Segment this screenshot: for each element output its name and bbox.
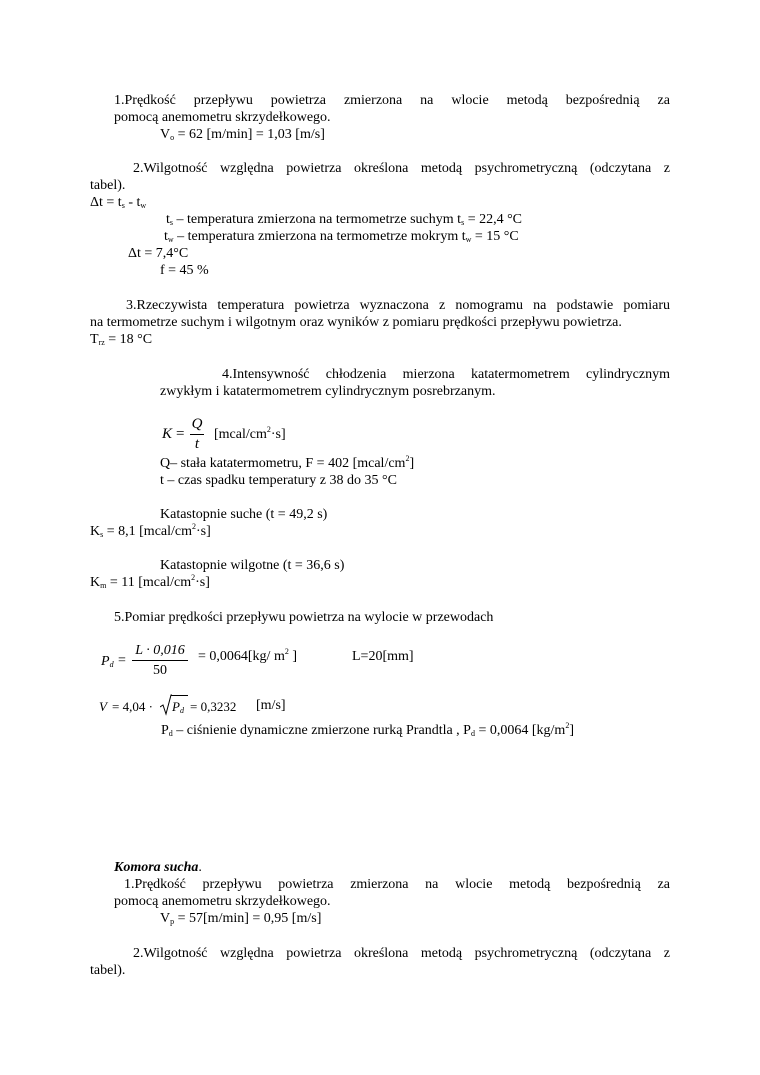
trz-value: $T_{rz} = 18$ °C bbox=[90, 332, 153, 347]
s2-item2-line2: tabel). bbox=[90, 963, 126, 978]
k-lhs: K bbox=[162, 426, 173, 442]
tw-definition: $t_w$ – temperatura zmierzona na termometrze mokrym $t_w = 15$ °C bbox=[164, 229, 519, 244]
k-fraction-bar bbox=[190, 434, 204, 435]
item4-line1: 4.Intensywność chłodzenia mierzona katatermometrem cylindrycznym bbox=[222, 367, 670, 382]
sqrt-icon bbox=[160, 694, 172, 716]
vp-value: $V_p = 57[m/\min] = 0,95$ [m/s] bbox=[160, 911, 322, 926]
t-definition: t – czas spadku temperatury z 38 do 35 °C bbox=[160, 473, 397, 488]
katastopnie-wilgotne: Katastopnie wilgotne (t = 36,6 s) bbox=[160, 558, 345, 573]
v-equals: = 4,04 · bbox=[112, 699, 153, 714]
item3-line2: na termometrze suchym i wilgotnym oraz wyników z pomiaru prędkości przepływu powietrza. bbox=[90, 315, 622, 330]
s2-item1-line1: 1.Prędkość przepływu powietrza zmierzona na wlocie metodą bezpośrednią za bbox=[124, 877, 670, 892]
item1-line2: pomocą anemometru skrzydełkowego. bbox=[114, 110, 331, 125]
sqrt-bar bbox=[171, 695, 188, 696]
pd-denominator: 50 bbox=[153, 663, 167, 678]
pd-lhs: $P_d$ bbox=[101, 654, 114, 669]
item4-line2: zwykłym i katatermometrem cylindrycznym posrebrzanym. bbox=[160, 384, 496, 399]
item2-line2: tabel). bbox=[90, 178, 126, 193]
ts-definition: $t_s$ – temperatura zmierzona na termometrze suchym $t_s = 22,4$ °C bbox=[166, 212, 523, 227]
pd-definition: $P_d$ – ciśnienie dynamiczne zmierzone rurką Prandtla , $P_d = 0,0064$ $[kg/m^2]$ bbox=[161, 721, 574, 738]
item2-line1: 2.Wilgotność względna powietrza określona metodą psychrometryczną (odczytana z bbox=[133, 161, 670, 176]
s2-item2-line1: 2.Wilgotność względna powietrza określona metodą psychrometryczną (odczytana z bbox=[133, 946, 670, 961]
k-unit: $[mcal/cm^2\cdot s]$ bbox=[214, 425, 286, 442]
pd-equals: = bbox=[118, 653, 126, 668]
delta-t-formula: $\Delta t = t_s - t_w$ bbox=[90, 195, 147, 210]
item5-line: 5.Pomiar prędkości przepływu powietrza na wylocie w przewodach bbox=[114, 610, 494, 625]
item3-line1: 3.Rzeczywista temperatura powietrza wyznaczona z nomogramu na podstawie pomiaru bbox=[126, 298, 670, 313]
v-lhs: V bbox=[99, 699, 107, 714]
k-equals: = bbox=[176, 426, 185, 442]
km-value: $K_m = 11$ $[mcal/cm^2\cdot s]$ bbox=[90, 573, 210, 590]
pd-fraction-bar bbox=[132, 660, 188, 661]
k-denominator: t bbox=[194, 436, 200, 452]
ks-value: $K_s = 8,1$ $[mcal/cm^2\cdot s]$ bbox=[90, 522, 211, 539]
pd-result: = 0,0064[kg/ $m^2$ ] bbox=[198, 647, 298, 664]
v-unit: [m/s] bbox=[256, 698, 286, 713]
k-numerator: Q bbox=[191, 416, 203, 432]
v-radicand: $P_d$ bbox=[172, 699, 184, 715]
vo-value: $V_o = 62$ [m/min] = 1,03 [m/s] bbox=[160, 127, 325, 142]
section-heading: Komora sucha. bbox=[114, 860, 202, 875]
s2-item1-line2: pomocą anemometru skrzydełkowego. bbox=[114, 894, 331, 909]
item1-line1: 1.Prędkość przepływu powietrza zmierzona na wlocie metodą bezpośrednią za bbox=[114, 93, 670, 108]
l-value: L=20[mm] bbox=[352, 649, 414, 664]
katastopnie-suche: Katastopnie suche (t = 49,2 s) bbox=[160, 507, 328, 522]
humidity-value: f = 45 % bbox=[160, 263, 209, 278]
q-definition: Q– stała katatermometru, F = 402 $[mcal/cm^2]$ bbox=[160, 454, 415, 471]
v-result: = 0,3232 bbox=[190, 699, 237, 714]
pd-numerator: L · 0,016 bbox=[135, 643, 185, 658]
delta-t-value: Δt = 7,4°C bbox=[128, 246, 189, 261]
